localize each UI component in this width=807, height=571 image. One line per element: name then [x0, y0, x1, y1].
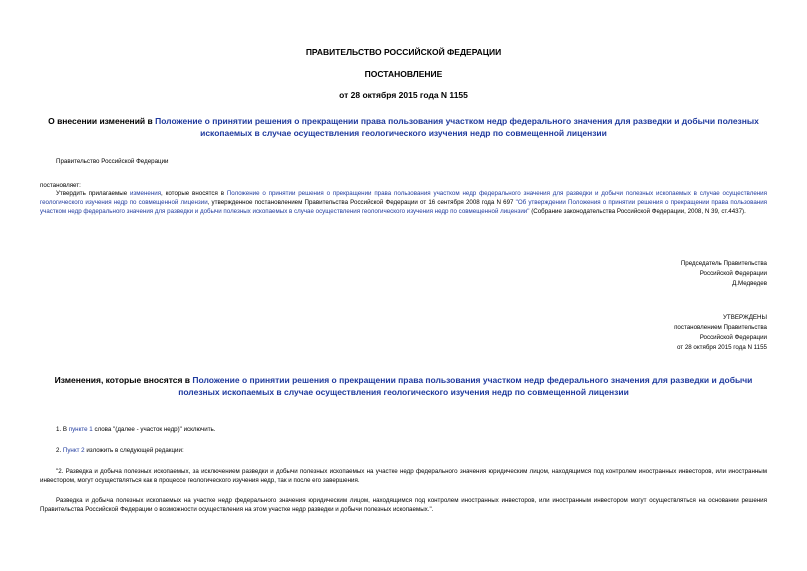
item-2-text-1: 2. — [56, 447, 63, 454]
subject-heading — [40, 115, 767, 139]
signature-line-2: Российской Федерации — [699, 270, 767, 277]
preamble-resolves: постановляет: — [40, 182, 81, 189]
changes-prefix: Изменения, которые вносятся в — [54, 375, 193, 385]
resolution-text-4: (Собрание законодательства Российской Федерации, 2008, N 39, ст.4437). — [529, 208, 746, 215]
subject-link[interactable]: Положение о принятии решения о прекращении права пользования участком недр федерального значения для разведки и добычи полезных ископаемых в случае осуществления геологического изучения недр по совмещенной лицензии — [155, 116, 759, 138]
point-1-link[interactable]: пункте 1 — [68, 426, 93, 433]
preamble-government: Правительство Российской Федерации — [56, 158, 169, 165]
changes-title-link[interactable]: Положение о принятии решения о прекращении права пользования участком недр федерального значения для разведки и добычи полезных ископаемых в случае осуществления геологического изучения недр по совмещенной лицензии — [178, 375, 753, 397]
regulation-link[interactable]: Положение о принятии решения о прекращении права пользования участком недр федерального значения для разведки и добычи полезных ископаемых в случае осуществления геологического изучения недр по совмещенной лицензии — [40, 190, 767, 206]
approved-line-1: УТВЕРЖДЕНЫ — [723, 314, 767, 321]
changes-link[interactable]: изменения — [129, 190, 162, 197]
resolution-text-1: Утвердить прилагаемые — [56, 190, 130, 197]
approved-line-2: постановлением Правительства — [674, 324, 767, 331]
signature-line-1: Председатель Правительства — [680, 260, 767, 267]
item-1 — [56, 425, 216, 434]
subject-prefix: О внесении изменений в — [48, 116, 156, 126]
doc-date-number: от 28 октября 2015 года N 1155 — [339, 90, 468, 100]
quote-paragraph-2: Разведка и добыча полезных ископаемых на участке недр федерального значения юридическим лицом, находящимся под контролем иностранных инвесторов, или иностранным инвестором могут осуществляться на основании решения Правительства Российской Федерации о возможности осуществления на этом участке недр разведки и добычи полезных ископаемых.". — [40, 497, 767, 513]
resolution-paragraph — [40, 189, 767, 216]
decree-697-link[interactable]: "Об утверждении Положения о принятии решения о прекращении права пользования участком недр федерального значения для разведки и добычи полезных ископаемых в случае осуществления геологического изучения недр по совмещенной лицензии" — [40, 199, 768, 215]
item-1-text-1: 1. В — [56, 426, 69, 433]
org-title: ПРАВИТЕЛЬСТВО РОССИЙСКОЙ ФЕДЕРАЦИИ — [305, 47, 502, 57]
signature-block — [681, 259, 767, 289]
item-1-text-2: слова "(далее - участок недр)" исключить. — [92, 426, 216, 433]
changes-heading — [40, 374, 767, 398]
doc-type: ПОСТАНОВЛЕНИЕ — [364, 69, 443, 79]
signature-line-3: Д.Медведев — [732, 280, 767, 287]
approved-line-3: Российской Федерации — [699, 334, 767, 341]
item-2 — [56, 446, 184, 455]
resolution-text-3: , утвержденное постановлением Правительства Российской Федерации от 16 сентября 2008 года N 697 — [207, 199, 516, 206]
approved-block — [674, 313, 767, 353]
point-2-link[interactable]: Пункт 2 — [62, 447, 85, 454]
resolution-text-2: , которые вносятся в — [161, 190, 227, 197]
quote-paragraph-1: "2. Разведка и добыча полезных ископаемых, за исключением разведки и добычи полезных ископаемых на участке недр федерального значения юридическим лицом, находящимся под контролем иностранных инвесторов, или иностранным инвестором, могут осуществляться как в процессе геологического изучения недр, так и после его завершения. — [40, 468, 767, 484]
item-2-text-2: изложить в следующей редакции: — [84, 447, 184, 454]
approved-line-4: от 28 октября 2015 года N 1155 — [676, 344, 767, 351]
